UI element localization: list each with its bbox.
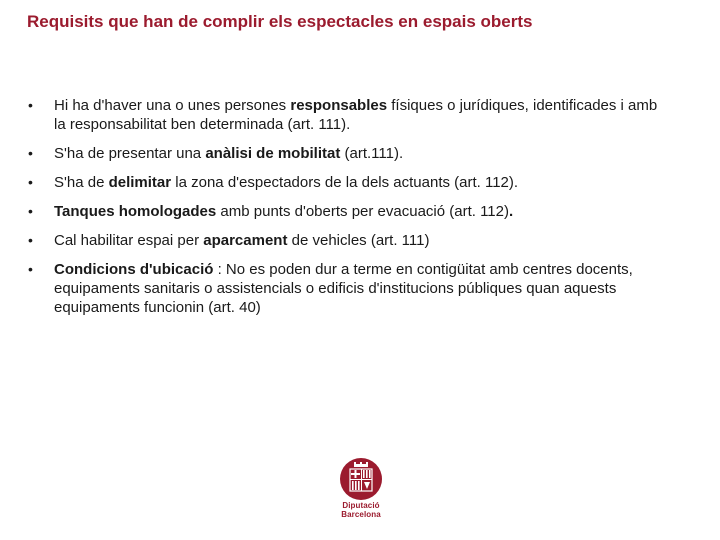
list-item — [26, 260, 666, 317]
bullet-dot: • — [28, 261, 33, 277]
text-segment: Cal habilitar espai per — [54, 232, 204, 249]
logo-label-line2: Barcelona — [341, 510, 381, 519]
bullet-dot: • — [28, 145, 33, 161]
list-item-text — [54, 174, 518, 191]
text-segment: (art.111). — [340, 145, 404, 162]
text-segment: : No es poden dur a terme en contigüitat amb centres docents, equipaments sanitaris o assistencials o edificis d'institucions públiques quan aquests equipaments funcionin (art. 40) — [54, 261, 633, 316]
emphasized-text: . — [509, 203, 514, 220]
emphasized-text: anàlisi de mobilitat — [205, 145, 341, 162]
text-segment: S'ha de — [54, 174, 109, 191]
emphasized-text: aparcament — [203, 232, 288, 249]
list-item-text — [54, 97, 657, 133]
diputacio-logo — [338, 457, 384, 519]
list-item — [26, 202, 666, 221]
list-item — [26, 231, 666, 250]
emphasized-text: delimitar — [108, 174, 172, 191]
page-title: Requisits que han de complir els espectacles en espais oberts — [27, 12, 533, 31]
text-segment: amb punts d'oberts per evacuació (art. 112) — [216, 203, 509, 220]
bullet-dot: • — [28, 232, 33, 248]
list-item — [26, 96, 666, 134]
text-segment: la zona d'espectadors de la dels actuants (art. 112). — [171, 174, 519, 191]
emphasized-text: responsables — [290, 97, 388, 114]
bullet-dot: • — [28, 203, 33, 219]
text-segment: S'ha de presentar una — [54, 145, 206, 162]
text-segment: Hi ha d'haver una o unes persones — [54, 97, 291, 114]
list-item-text — [54, 232, 429, 249]
list-item — [26, 144, 666, 163]
text-segment: de vehicles (art. 111) — [287, 232, 430, 249]
bullet-dot: • — [28, 174, 33, 190]
text-segment: físiques o jurídiques, identificades i amb la responsabilitat ben determinada (art. 111). — [54, 97, 658, 133]
list-item-text — [54, 145, 403, 162]
emphasized-text: Condicions d'ubicació — [54, 261, 214, 278]
list-item-text — [54, 261, 633, 316]
emphasized-text: Tanques homologades — [54, 203, 217, 220]
logo-label-line1: Diputació — [342, 501, 380, 510]
bullet-dot: • — [28, 97, 33, 113]
diputacio-emblem-icon — [339, 457, 383, 501]
bullet-list — [26, 96, 666, 327]
list-item — [26, 173, 666, 192]
list-item-text — [54, 203, 513, 220]
